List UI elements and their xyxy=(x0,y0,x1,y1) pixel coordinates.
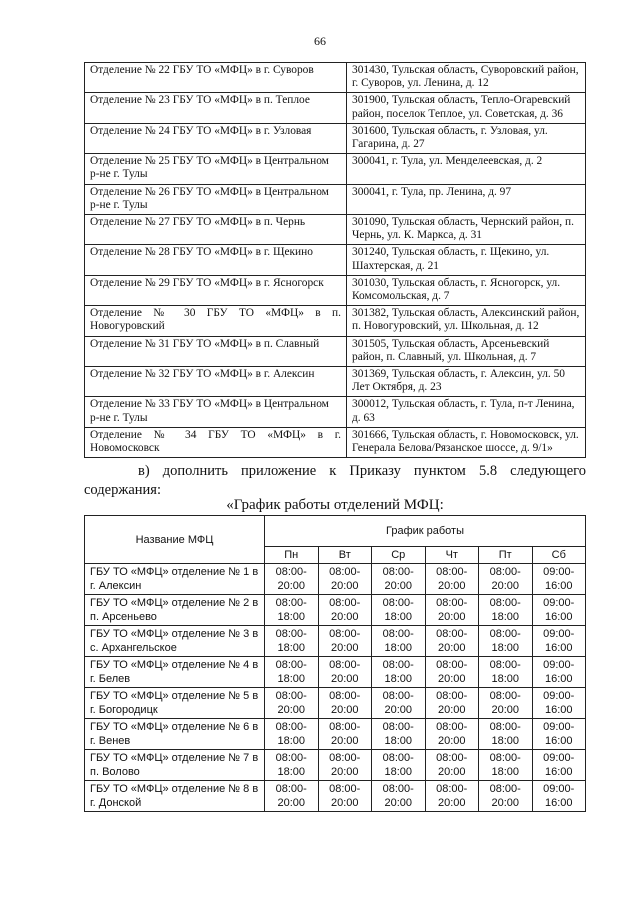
table-row xyxy=(85,657,586,688)
work-hours: 09:00-16:00 xyxy=(532,688,586,719)
table-row xyxy=(85,154,586,184)
office-name: Отделение № 28 ГБУ ТО «МФЦ» в г. Щекино xyxy=(85,245,347,275)
office-name: Отделение № 29 ГБУ ТО «МФЦ» в г. Ясногорск xyxy=(85,275,347,305)
mfc-name: ГБУ ТО «МФЦ» отделение № 4 в г. Белев xyxy=(85,657,265,688)
table-row xyxy=(85,123,586,153)
office-name: Отделение № 26 ГБУ ТО «МФЦ» в Центральном р-не г. Тулы xyxy=(85,184,347,214)
work-hours: 08:00-20:00 xyxy=(425,781,479,812)
table-row xyxy=(85,595,586,626)
work-hours: 08:00-18:00 xyxy=(479,595,533,626)
work-hours: 08:00-18:00 xyxy=(372,626,426,657)
work-hours: 08:00-20:00 xyxy=(318,719,372,750)
schedule-group-header: График работы xyxy=(265,516,586,547)
mfc-name: ГБУ ТО «МФЦ» отделение № 5 в г. Богородицк xyxy=(85,688,265,719)
work-hours: 09:00-16:00 xyxy=(532,595,586,626)
schedule-title: «График работы отделений МФЦ: xyxy=(226,497,444,513)
work-hours: 08:00-20:00 xyxy=(425,657,479,688)
work-hours: 08:00-18:00 xyxy=(372,595,426,626)
office-address: 301600, Тульская область, г. Узловая, ул. Гагарина, д. 27 xyxy=(347,123,586,153)
work-hours: 08:00-18:00 xyxy=(265,719,319,750)
office-address: 301369, Тульская область, г. Алексин, ул. 50 Лет Октября, д. 23 xyxy=(347,367,586,397)
work-hours: 08:00-20:00 xyxy=(372,564,426,595)
mfc-name: ГБУ ТО «МФЦ» отделение № 6 в г. Венев xyxy=(85,719,265,750)
work-hours: 08:00-18:00 xyxy=(265,750,319,781)
mfc-name: ГБУ ТО «МФЦ» отделение № 8 в г. Донской xyxy=(85,781,265,812)
office-address: 301382, Тульская область, Алексинский район, п. Новогуровский, ул. Школьная, д. 12 xyxy=(347,306,586,336)
day-header: Ср xyxy=(372,547,426,564)
work-hours: 08:00-18:00 xyxy=(372,657,426,688)
table-row xyxy=(85,275,586,305)
office-name: Отделение № 24 ГБУ ТО «МФЦ» в г. Узловая xyxy=(85,123,347,153)
work-hours: 09:00-16:00 xyxy=(532,657,586,688)
amendment-line-1: в) дополнить приложение к Приказу пунктом 5.8 следующего xyxy=(138,463,586,479)
work-hours: 08:00-20:00 xyxy=(425,595,479,626)
day-header: Сб xyxy=(532,547,586,564)
work-hours: 08:00-20:00 xyxy=(318,595,372,626)
offices-table xyxy=(84,62,586,458)
office-name: Отделение № 34 ГБУ ТО «МФЦ» в г. Новомосковск xyxy=(85,427,347,457)
office-address: 301240, Тульская область, г. Щекино, ул. Шахтерская, д. 21 xyxy=(347,245,586,275)
work-hours: 08:00-18:00 xyxy=(265,626,319,657)
office-name: Отделение № 22 ГБУ ТО «МФЦ» в г. Суворов xyxy=(85,63,347,93)
day-header: Чт xyxy=(425,547,479,564)
office-name: Отделение № 27 ГБУ ТО «МФЦ» в п. Чернь xyxy=(85,215,347,245)
work-hours: 08:00-20:00 xyxy=(318,781,372,812)
mfc-name: ГБУ ТО «МФЦ» отделение № 1 в г. Алексин xyxy=(85,564,265,595)
mfc-name: ГБУ ТО «МФЦ» отделение № 2 в п. Арсеньево xyxy=(85,595,265,626)
mfc-name: ГБУ ТО «МФЦ» отделение № 3 в с. Архангельское xyxy=(85,626,265,657)
table-row xyxy=(85,626,586,657)
work-hours: 08:00-20:00 xyxy=(318,688,372,719)
work-hours: 08:00-18:00 xyxy=(479,719,533,750)
table-row xyxy=(85,564,586,595)
work-hours: 09:00-16:00 xyxy=(532,781,586,812)
work-hours: 08:00-20:00 xyxy=(479,564,533,595)
day-header: Пн xyxy=(265,547,319,564)
office-name: Отделение № 33 ГБУ ТО «МФЦ» в Центральном р-не г. Тулы xyxy=(85,397,347,427)
page-number: 66 xyxy=(314,34,326,48)
amendment-paragraph xyxy=(84,462,586,500)
office-address: 300041, г. Тула, пр. Ленина, д. 97 xyxy=(347,184,586,214)
work-hours: 08:00-20:00 xyxy=(318,750,372,781)
table-row xyxy=(85,367,586,397)
office-name: Отделение № 30 ГБУ ТО «МФЦ» в п. Новогуровский xyxy=(85,306,347,336)
office-address: 300012, Тульская область, г. Тула, п-т Ленина, д. 63 xyxy=(347,397,586,427)
work-hours: 08:00-18:00 xyxy=(479,626,533,657)
day-header: Пт xyxy=(479,547,533,564)
table-row xyxy=(85,688,586,719)
schedule-name-header: Название МФЦ xyxy=(85,516,265,564)
work-hours: 08:00-20:00 xyxy=(372,688,426,719)
work-hours: 09:00-16:00 xyxy=(532,719,586,750)
work-hours: 08:00-20:00 xyxy=(265,781,319,812)
work-hours: 08:00-20:00 xyxy=(479,688,533,719)
work-hours: 08:00-20:00 xyxy=(425,564,479,595)
work-hours: 08:00-18:00 xyxy=(372,719,426,750)
office-address: 301505, Тульская область, Арсеньевский район, п. Славный, ул. Школьная, д. 7 xyxy=(347,336,586,366)
office-address: 301430, Тульская область, Суворовский район, г. Суворов, ул. Ленина, д. 12 xyxy=(347,63,586,93)
table-row xyxy=(85,427,586,457)
amendment-line-2: содержания: xyxy=(84,482,162,498)
work-hours: 08:00-20:00 xyxy=(318,564,372,595)
work-hours: 08:00-20:00 xyxy=(265,688,319,719)
office-address: 301666, Тульская область, г. Новомосковск, ул. Генерала Белова/Рязанское шоссе, д. 9/1» xyxy=(347,427,586,457)
work-hours: 08:00-18:00 xyxy=(265,595,319,626)
work-hours: 09:00-16:00 xyxy=(532,626,586,657)
office-name: Отделение № 23 ГБУ ТО «МФЦ» в п. Теплое xyxy=(85,93,347,123)
work-hours: 08:00-20:00 xyxy=(318,626,372,657)
work-hours: 08:00-20:00 xyxy=(425,719,479,750)
work-hours: 08:00-20:00 xyxy=(372,781,426,812)
work-hours: 08:00-20:00 xyxy=(425,750,479,781)
table-row xyxy=(85,63,586,93)
table-row xyxy=(85,93,586,123)
office-address: 301090, Тульская область, Чернский район, п. Чернь, ул. К. Маркса, д. 31 xyxy=(347,215,586,245)
work-hours: 08:00-18:00 xyxy=(479,750,533,781)
office-address: 301030, Тульская область, г. Ясногорск, ул. Комсомольская, д. 7 xyxy=(347,275,586,305)
work-hours: 08:00-20:00 xyxy=(479,781,533,812)
office-name: Отделение № 25 ГБУ ТО «МФЦ» в Центральном р-не г. Тулы xyxy=(85,154,347,184)
table-row xyxy=(85,719,586,750)
work-hours: 08:00-18:00 xyxy=(372,750,426,781)
table-row xyxy=(85,336,586,366)
office-name: Отделение № 31 ГБУ ТО «МФЦ» в п. Славный xyxy=(85,336,347,366)
table-row xyxy=(85,397,586,427)
mfc-name: ГБУ ТО «МФЦ» отделение № 7 в п. Волово xyxy=(85,750,265,781)
schedule-table xyxy=(84,515,586,812)
table-row xyxy=(85,245,586,275)
work-hours: 09:00-16:00 xyxy=(532,564,586,595)
work-hours: 08:00-20:00 xyxy=(318,657,372,688)
office-address: 301900, Тульская область, Тепло-Огаревский район, поселок Теплое, ул. Советская, д. 36 xyxy=(347,93,586,123)
work-hours: 08:00-20:00 xyxy=(425,688,479,719)
office-address: 300041, г. Тула, ул. Менделеевская, д. 2 xyxy=(347,154,586,184)
table-row xyxy=(85,215,586,245)
work-hours: 08:00-18:00 xyxy=(265,657,319,688)
table-row xyxy=(85,306,586,336)
table-row xyxy=(85,781,586,812)
day-header: Вт xyxy=(318,547,372,564)
work-hours: 08:00-20:00 xyxy=(425,626,479,657)
table-row xyxy=(85,184,586,214)
table-row xyxy=(85,750,586,781)
work-hours: 09:00-16:00 xyxy=(532,750,586,781)
office-name: Отделение № 32 ГБУ ТО «МФЦ» в г. Алексин xyxy=(85,367,347,397)
work-hours: 08:00-20:00 xyxy=(265,564,319,595)
work-hours: 08:00-18:00 xyxy=(479,657,533,688)
